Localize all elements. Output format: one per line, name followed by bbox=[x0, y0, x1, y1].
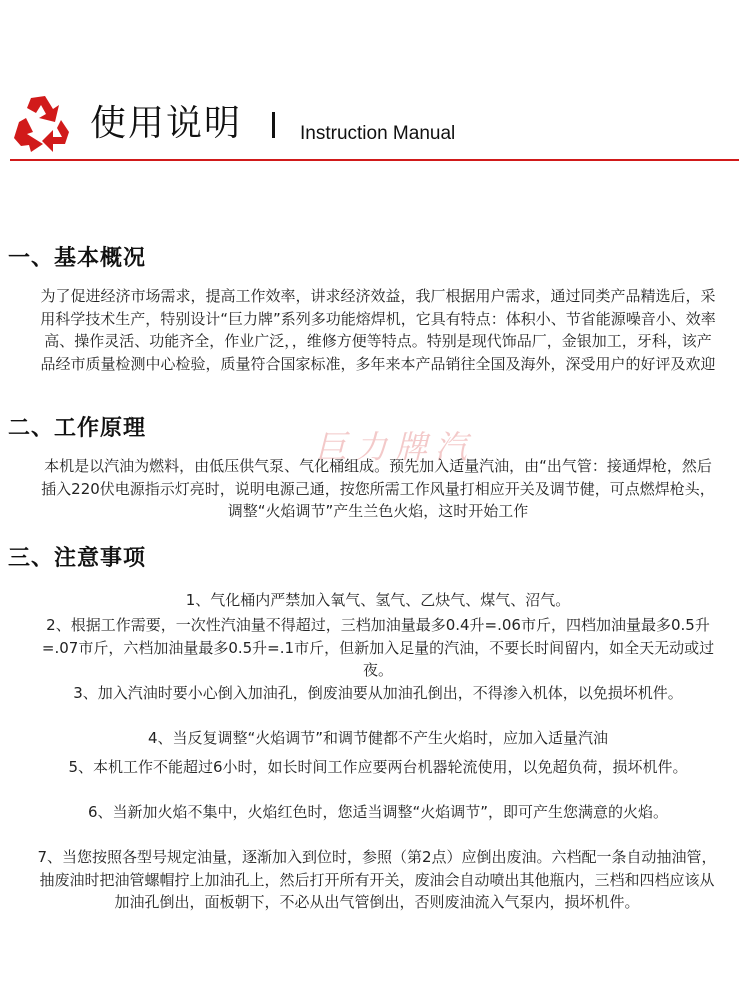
title-separator bbox=[272, 112, 275, 138]
page-subtitle: Instruction Manual bbox=[300, 123, 456, 144]
header-divider bbox=[10, 159, 739, 161]
watermark: 巨力牌汽 bbox=[315, 428, 476, 466]
note-item: 5、本机工作不能超过6小时，如长时间工作应要两台机器轮流使用，以免超负荷，损坏机件。 bbox=[68, 758, 688, 776]
recycle-icon bbox=[9, 92, 75, 156]
page-title: 使用说明 bbox=[90, 103, 243, 144]
note-item: 7、当您按照各型号规定油量，逐渐加入到位时，参照（第2点）应倒出废油。六档配一条自动抽油管，抽废油时把油管螺帽拧上加油孔上，然后打开所有开关，废油会自动喷出其他瓶内，三档和四档应该从加油孔倒出，面板朝下，不必从出气管倒出，否则废油流入气泵内，损坏机件。 bbox=[37, 848, 717, 911]
note-item: 3、加入汽油时要小心倒入加油孔，倒废油要从加油孔倒出，不得渗入机体，以免损坏机件。 bbox=[73, 684, 683, 702]
section-heading-overview: 一、基本概况 bbox=[8, 246, 147, 271]
page-header bbox=[0, 88, 750, 168]
note-item: 1、气化桶内严禁加入氧气、氢气、乙炔气、煤气、沼气。 bbox=[185, 591, 571, 609]
section-heading-notes: 三、注意事项 bbox=[8, 546, 147, 571]
note-item: 2、根据工作需要，一次性汽油量不得超过，三档加油量最多0.4升=.06市斤，四档加油量最多0.5升=.07市斤，六档加油量最多0.5升=.1市斤，但新加入足量的汽油，不要长时间留内，如全天无动或过夜。 bbox=[41, 616, 715, 679]
overview-paragraph: 为了促进经济市场需求，提高工作效率，讲求经济效益，我厂根据用户需求，通过同类产品精选后，采用科学技术生产，特别设计“巨力牌”系列多功能熔焊机，它具有特点：体积小、节省能源噪音小、效率高、操作灵活、功能齐全，作业广泛，，维修方便等特点。特别是现代饰品厂，金银加工，牙科，该产品经市质量检测中心检验，质量符合国家标准，多年来本产品销往全国及海外，深受用户的好评及欢迎 bbox=[40, 287, 716, 373]
section-heading-principle: 二、工作原理 bbox=[8, 416, 147, 441]
note-item: 6、当新加火焰不集中，火焰红色时，您适当调整“火焰调节”，即可产生您满意的火焰。 bbox=[87, 803, 669, 821]
principle-paragraph: 本机是以汽油为燃料，由低压供气泵、气化桶组成。预先加入适量汽油，由“出气管：接通焊枪，然后插入220伏电源指示灯亮时，说明电源己通，按您所需工作风量打相应开关及调节健，可点燃焊枪头，调整“火焰调节”产生兰色火焰，这时开始工作 bbox=[41, 457, 715, 520]
note-item: 4、当反复调整“火焰调节”和调节健都不产生火焰时，应加入适量汽油 bbox=[147, 729, 609, 747]
